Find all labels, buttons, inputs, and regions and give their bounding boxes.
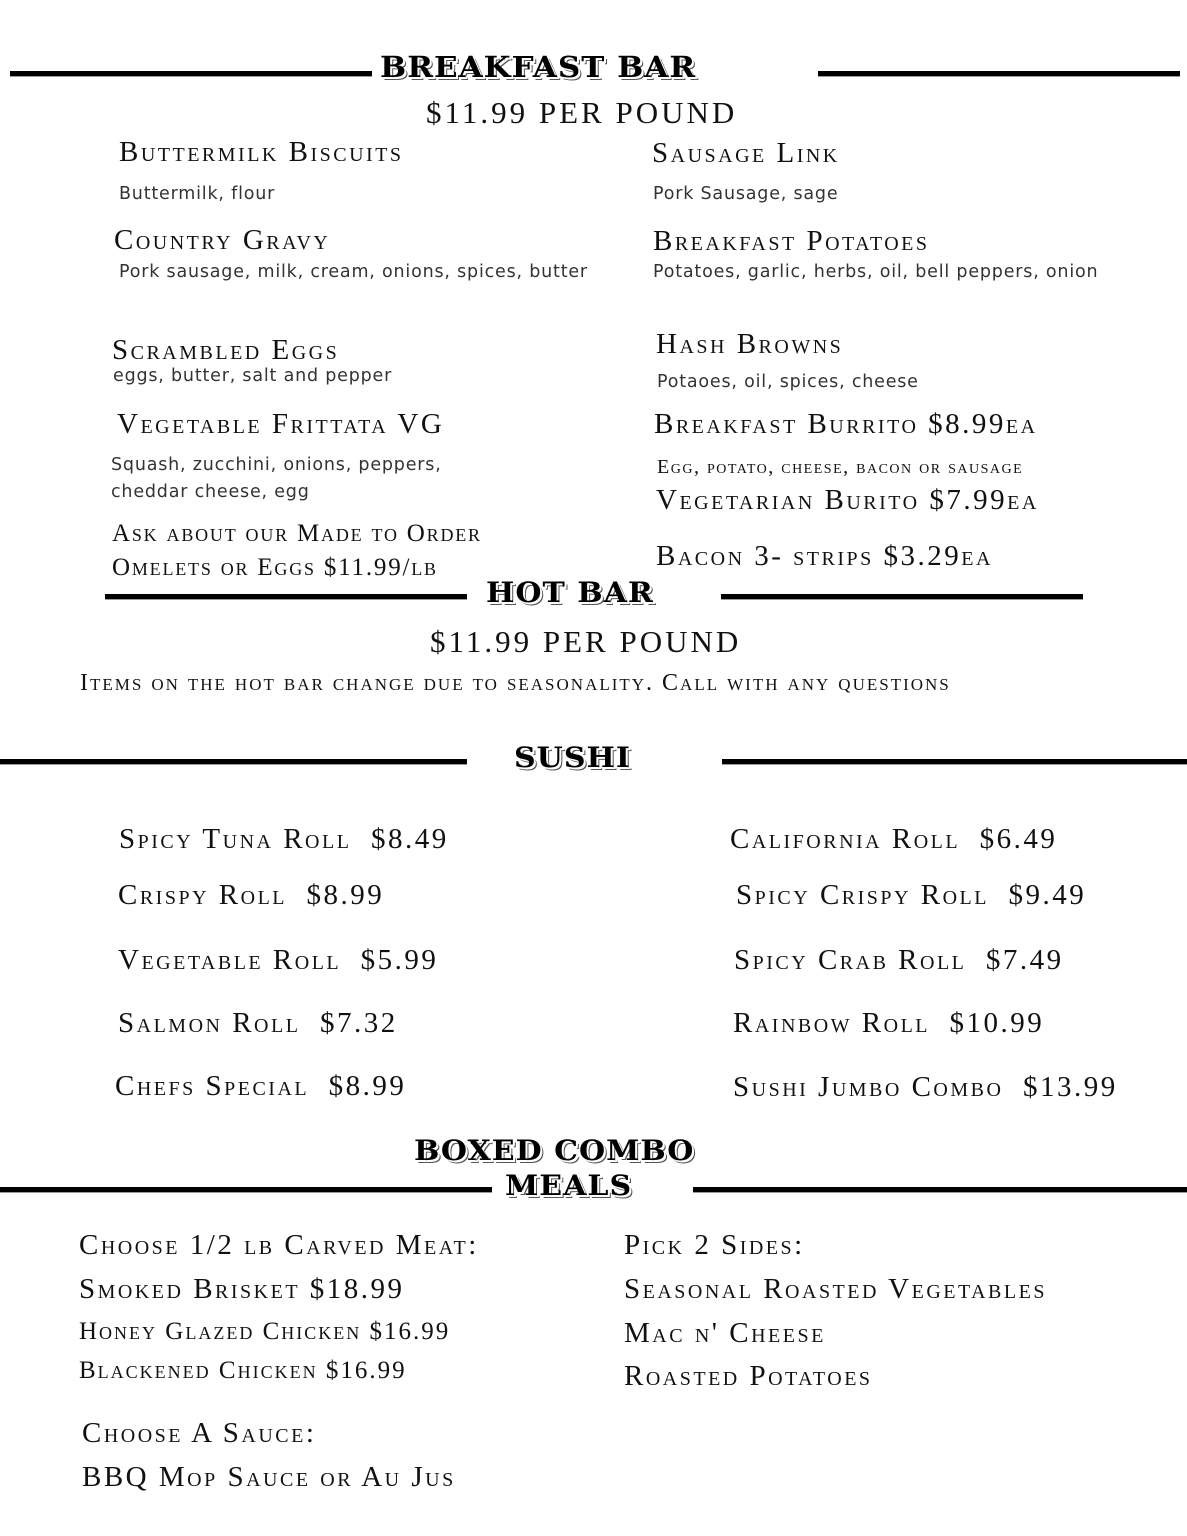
sides-heading: Pick 2 Sides: <box>624 1229 805 1261</box>
breakfast-bar-title: BREAKFAST BAR <box>380 51 697 85</box>
menu-item-name: Buttermilk Biscuits <box>119 136 404 168</box>
menu-item-name: Country Gravy <box>114 224 331 256</box>
side-option: Mac n' Cheese <box>624 1317 826 1349</box>
sauce-options: BBQ Mop Sauce or Au Jus <box>82 1461 456 1493</box>
meat-option: Honey Glazed Chicken $16.99 <box>79 1318 451 1345</box>
divider-right <box>721 594 1083 599</box>
sushi-item: Chefs Special $8.99 <box>115 1070 407 1102</box>
menu-item-name: Breakfast Potatoes <box>653 225 930 257</box>
sushi-item: Vegetable Roll $5.99 <box>118 944 439 976</box>
hot-bar-title: HOT BAR <box>486 577 654 610</box>
menu-item-name: Breakfast Burrito $8.99ea <box>654 408 1038 440</box>
sushi-item: Spicy Tuna Roll $8.49 <box>119 823 449 855</box>
sushi-item: Salmon Roll $7.32 <box>118 1007 398 1039</box>
menu-item-name: Vegetarian Burito $7.99ea <box>656 484 1039 516</box>
menu-item-desc: Pork sausage, milk, cream, onions, spices, butter <box>119 262 588 282</box>
sushi-title: SUSHI <box>514 742 631 775</box>
divider-left <box>0 1187 492 1192</box>
omelet-note-line2: Omelets or Eggs $11.99/lb <box>112 554 438 581</box>
sauce-heading: Choose A Sauce: <box>82 1417 317 1449</box>
menu-item-name: Bacon 3- strips $3.29ea <box>656 540 993 572</box>
menu-item-desc: Squash, zucchini, onions, peppers, cheddar cheese, egg <box>111 455 442 502</box>
side-option: Roasted Potatoes <box>624 1360 873 1392</box>
side-option: Seasonal Roasted Vegetables <box>624 1273 1047 1305</box>
menu-item-desc: Buttermilk, flour <box>119 184 276 204</box>
meat-option: Smoked Brisket $18.99 <box>79 1273 405 1305</box>
boxed-combo-title-line1: BOXED COMBO <box>414 1135 695 1168</box>
hot-bar-note: Items on the hot bar change due to seasonality. Call with any questions <box>80 670 951 696</box>
meat-heading: Choose 1/2 lb Carved Meat: <box>79 1229 479 1261</box>
divider-left <box>105 594 467 599</box>
menu-item-desc: Potaoes, oil, spices, cheese <box>657 372 919 392</box>
breakfast-bar-price: $11.99 PER POUND <box>426 95 738 130</box>
sushi-item: Rainbow Roll $10.99 <box>733 1007 1045 1039</box>
sushi-item: California Roll $6.49 <box>730 823 1058 855</box>
menu-item-desc: Potatoes, garlic, herbs, oil, bell peppers, onion <box>653 262 1099 282</box>
menu-item-name: Vegetable Frittata VG <box>117 408 445 440</box>
menu-item-desc: Egg, potato, cheese, bacon or sausage <box>657 456 1024 478</box>
divider-left <box>0 759 467 764</box>
divider-left <box>10 71 372 76</box>
sushi-item: Crispy Roll $8.99 <box>118 879 385 911</box>
hot-bar-price: $11.99 PER POUND <box>430 624 742 659</box>
divider-right <box>722 759 1187 764</box>
meat-option: Blackened Chicken $16.99 <box>79 1357 407 1384</box>
sushi-item: Spicy Crab Roll $7.49 <box>734 944 1064 976</box>
sushi-item: Sushi Jumbo Combo $13.99 <box>733 1071 1118 1103</box>
menu-item-desc: Pork Sausage, sage <box>653 184 839 204</box>
menu-item-name: Hash Browns <box>656 328 844 360</box>
menu-item-name: Sausage Link <box>652 137 840 169</box>
omelet-note-line1: Ask about our Made to Order <box>112 520 482 547</box>
menu-item-name: Scrambled Eggs <box>112 334 340 366</box>
divider-right <box>818 71 1180 76</box>
menu-item-desc: eggs, butter, salt and pepper <box>113 366 393 386</box>
sushi-item: Spicy Crispy Roll $9.49 <box>736 879 1087 911</box>
divider-right <box>693 1187 1187 1192</box>
boxed-combo-title-line2: MEALS <box>505 1170 633 1203</box>
